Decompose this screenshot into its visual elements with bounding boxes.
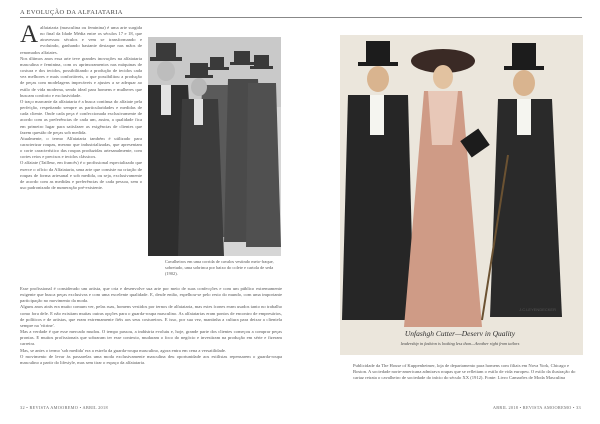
article-paragraph-5: O alfaiate (Tailleur, em francês) é o profissional especializado que exerce o ofício da Alfaiataria, uma arte que consiste na criação de roupas de forma artesanal e sob medida, ou seja, exclusivamente de acordo com as medidas e preferências de cada pessoa, sem o uso padronizado de numeração pré-existente. — [20, 160, 142, 191]
article-paragraph-1-text: alfaiataria (masculina ou feminina) é uma arte surgida no final da Idade Média entre os séculos 17 e 18, que atravessou séculos e vem se transformando e evoluindo, ganhando bastante destaque nas mãos de renomados alfaiates. — [20, 25, 142, 55]
kuppenheimer-advertisement — [340, 35, 583, 355]
top-hat-right — [512, 43, 536, 67]
racecourse-gentlemen-illustration — [148, 37, 281, 256]
article-paragraph-10: O movimento de levar às passarelas uma moda exclusivamente masculina deu oportunidade aos estilistas repensarem o guarda-roupa masculino a partir do lifestyle, mas sem tirar o espaço da alfaiataria. — [20, 353, 282, 365]
article-paragraph-1 — [20, 21, 142, 56]
racecourse-gentlemen-photo — [148, 37, 281, 256]
kuppenheimer-illustration — [340, 35, 583, 355]
article-paragraph-3: O traço marcante da alfaiataria é a busca contínua do alfaiate pela perfeição, respeitando sempre as particularidades e medidas de cada cliente. Onde cada peça é confeccionada exclusivamente de acordo com as preferências de cada um, assim, a qualidade fica em primeiro lugar para satisfazer as exigências de clientes que fazem questão de peças sob medida. — [20, 98, 142, 135]
illustrator-signature: J.C.LEYENDECKER — [519, 307, 556, 312]
footer-left: 32 • REVISTA AMOOREMO • ABRIL 2018 — [20, 405, 108, 410]
article-column-bottom — [20, 286, 282, 366]
photo-caption-right: Publicidade da The House of Kuppenheimer, loja de departamento para homens com filiais em Nova York, Chicago e Boston. A sociedade norte-americana admirava roupas que se refletiam o estilo de vida europeu. O estilo da ilustração do cartaz retrata o cavalheiro de sociedade do início do século XX (1912). Fonte: Livro Camarões de Moda Masculina — [353, 363, 576, 381]
article-column — [20, 21, 142, 191]
article-paragraph-7: Alguns anos atrás era muito comum ver, pelas ruas, homens vestidos por ternos de alfaiataria, mas estes ícones eram usados tanto no trabalho como fora dele. E não existiam muitas outras opções para o guarda-roupa masculino. As alfaiatarias eram pontos de encontro de empresários, de políticos e de artistas, que eram extremamente fiéis aos seus costureiros. E isso, por sua vez, mantinha a cultura para deixar a clientela sempre na 'vitrine'. — [20, 304, 282, 328]
article-paragraph-4: Atualmente, o termo Alfaiataria também é utilizado para caracterizar roupas, mesmo que industrializadas, que apresentam o corte característico das roupas produzidas artesanalmente, com cortes retos e precisos e tecidos clássicos. — [20, 135, 142, 160]
article-paragraph-2: Nos últimos anos essa arte teve grandes inovações na alfaiataria masculina e feminina, com os aprimoramentos nas máquinas de costura e dos tecidos, possibilitando a produção de tecidos cada vez melhores e mais confortáveis, o que possibilitou a produção de peças com modelagens impecáveis e ajustes a se adequar ao estilo de vida moderna, sendo ideal para homens e mulheres que buscam conforto e exclusividade. — [20, 55, 142, 98]
top-hat-left — [366, 41, 390, 63]
ad-slogan: Unfashgh Cutter—Deserv in Quality — [404, 329, 516, 338]
article-paragraph-9: Mas, se antes o termo 'sob medida' era a estrela da guarda-roupa masculino, agora entra em cena a versatilidade. — [20, 347, 227, 353]
article-paragraph-8: Mas a verdade é que esse mercado mudou. O tempo passou, a indústria evoluiu e, hoje, grande parte dos clientes começou a comprar peças prontas. E muitos profissionais que sobraram ter esse contexto, mudaram o foco do negócio e investiram na produção em série e fizeram carreira. — [20, 329, 282, 347]
footer-right: ABRIL 2018 • REVISTA AMOOREMO • 33 — [492, 405, 581, 410]
header-rule — [20, 17, 582, 18]
drop-cap: A — [20, 21, 39, 48]
article-paragraph-6: Esse profissional é considerado um artista, que cria e desenvolve sua arte por meio de suas confecções e com um público extremamente exigente que busca peças exclusivas e com uma excelente qualidade. E, desde então, espelhou-se pelo resto do mundo, com uma importante participação no movimento da moda. — [20, 286, 282, 304]
photo-caption-left: Cavalheiros em uma corrida de cavalos vestindo meio-fraque, sobretudo, uma sobrinca por baixo do colete e cartola de seda (1902). — [165, 259, 274, 276]
ad-subtitle: leadership in fashion is looking less than—Another right from tailors — [400, 341, 520, 346]
running-header: A EVOLUÇÃO DA ALFAIATARIA — [20, 9, 123, 16]
